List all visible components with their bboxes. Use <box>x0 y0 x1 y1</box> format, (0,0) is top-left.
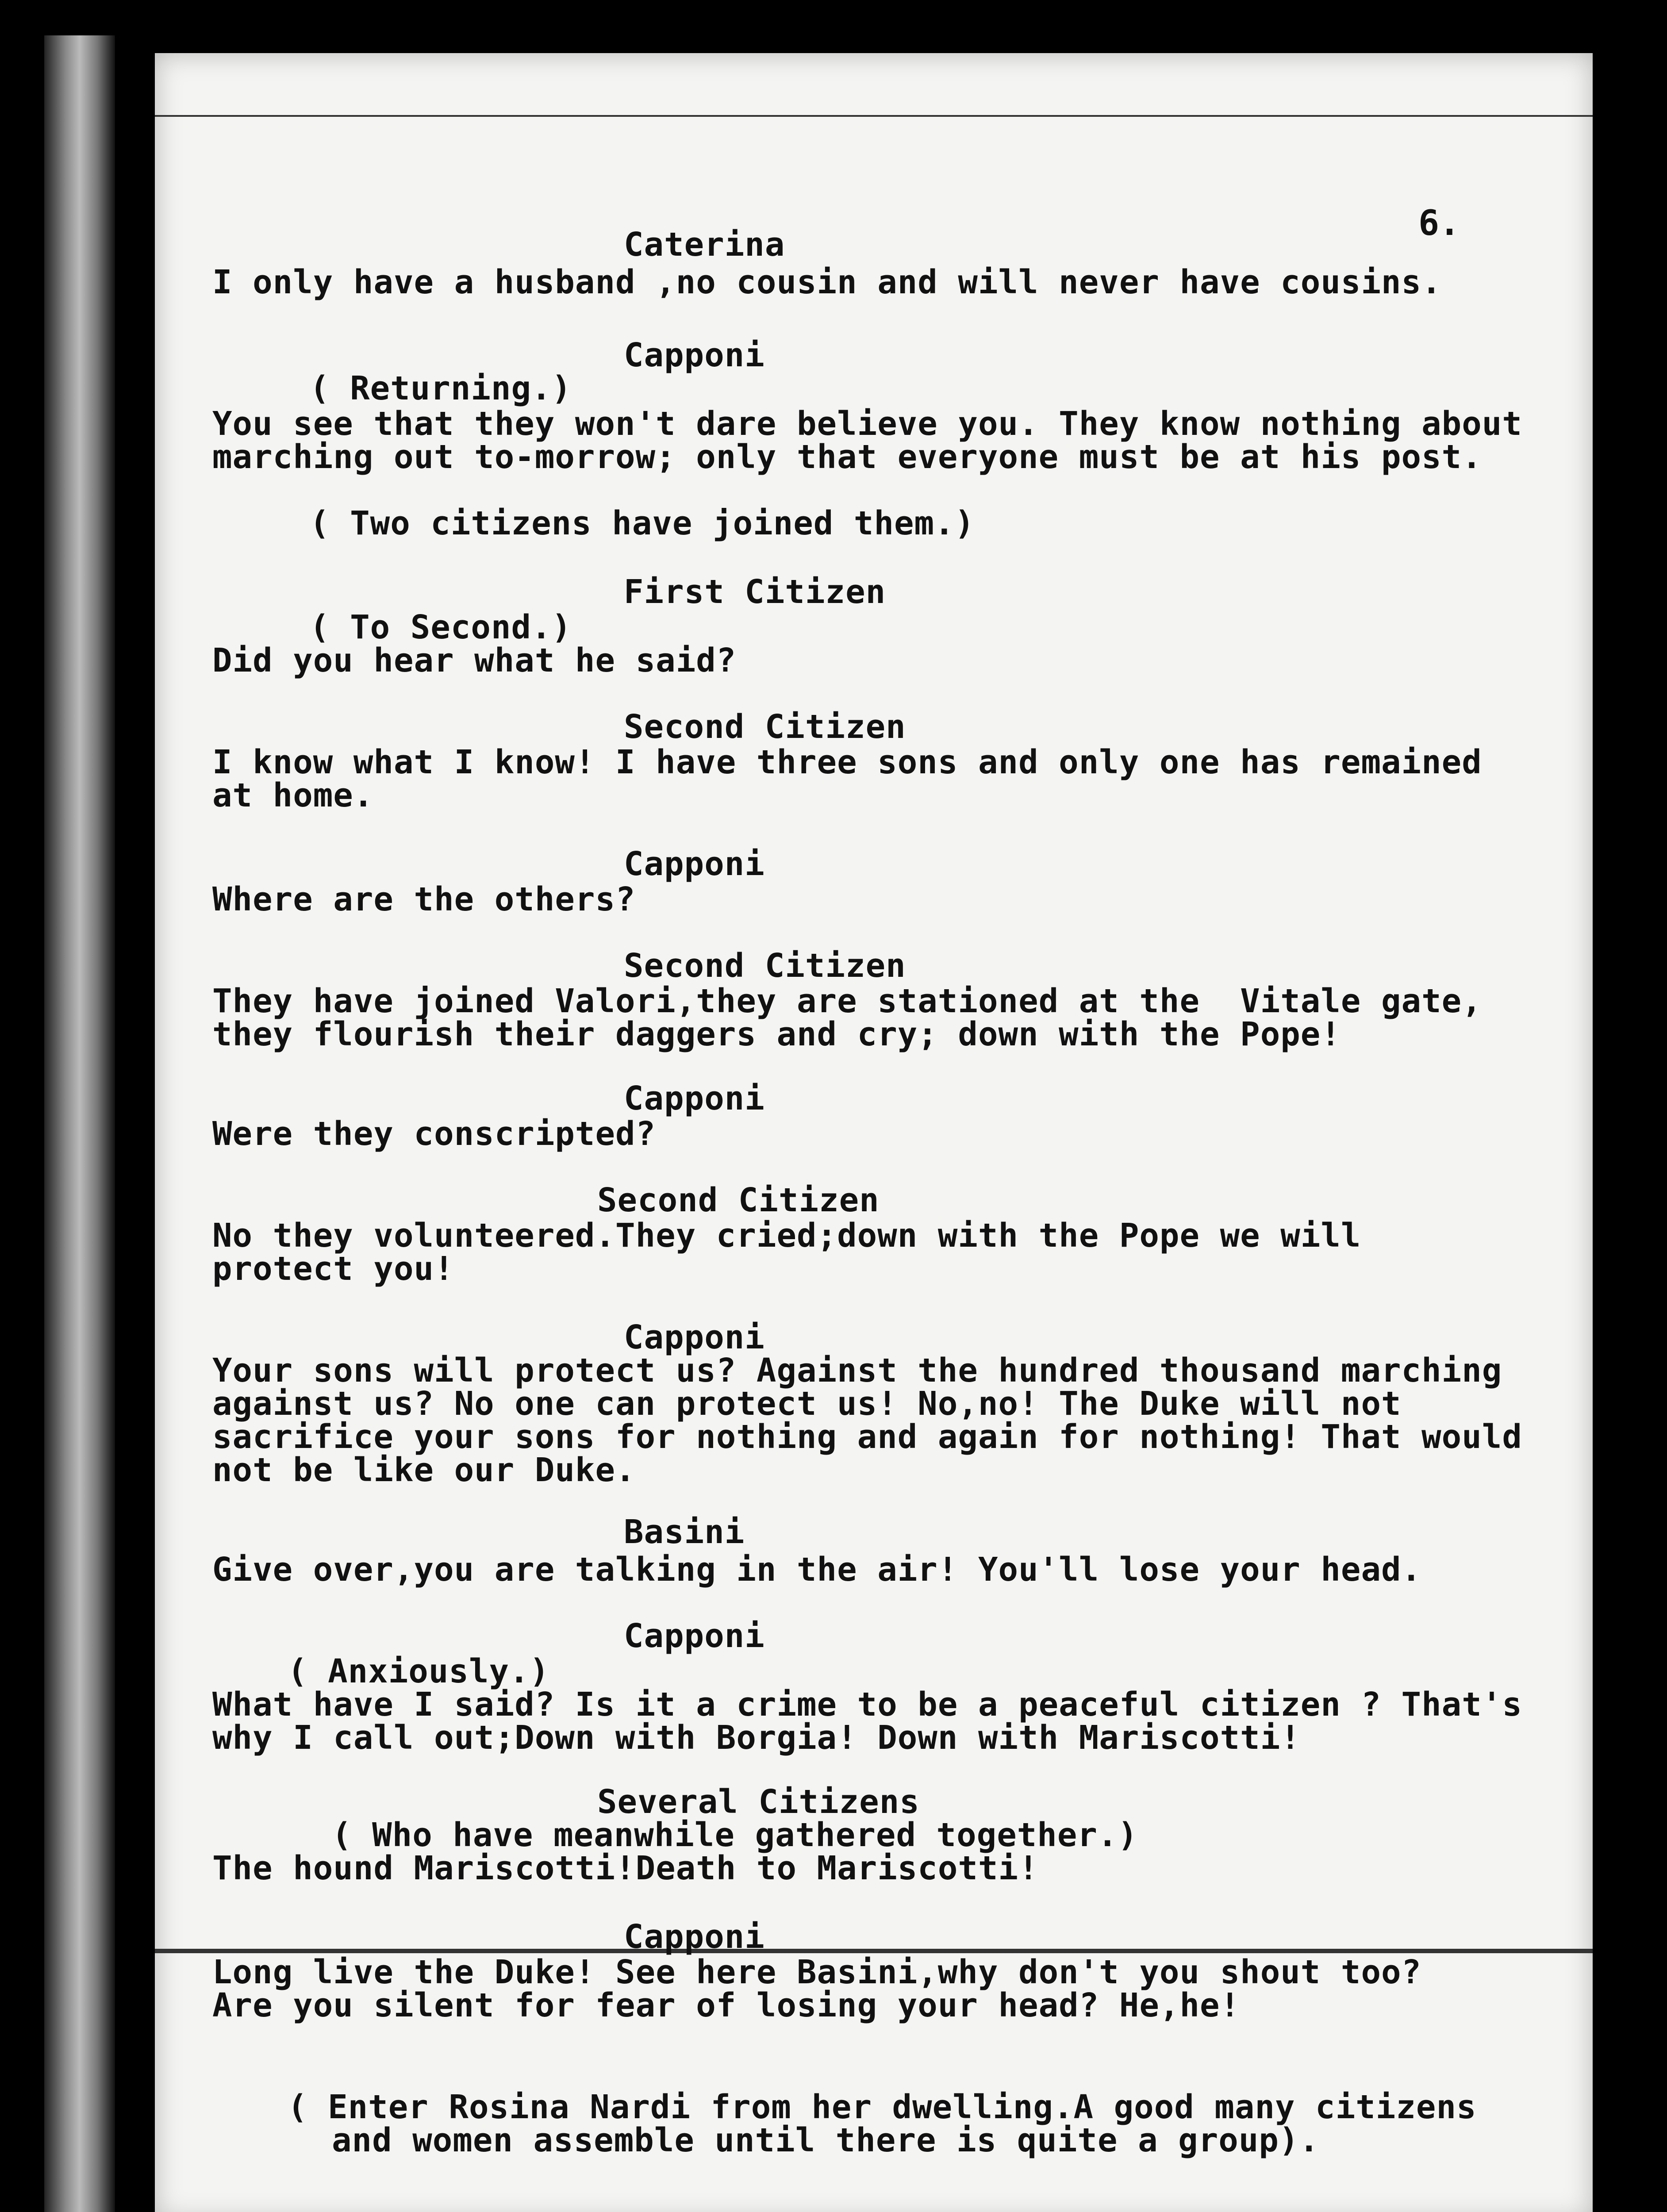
speaker-name: Caterina <box>624 226 785 264</box>
dialogue-line: they flourish their daggers and cry; down with the Pope! <box>212 1015 1341 1053</box>
dialogue-line: I know what I know! I have three sons and only one has remained <box>212 743 1482 781</box>
dialogue-line: No they volunteered.They cried;down with the Pope we will <box>212 1217 1361 1255</box>
dialogue-line: Your sons will protect us? Against the hundred thousand marching <box>212 1352 1502 1390</box>
stage-direction: ( Returning.) <box>310 369 572 407</box>
speaker-name: Capponi <box>624 336 765 374</box>
speaker-name: Several Citizens <box>597 1783 920 1821</box>
speaker-name: Capponi <box>624 1617 765 1655</box>
dialogue-line: You see that they won't dare believe you. They know nothing about <box>212 405 1522 443</box>
page-number: 6. <box>1418 204 1460 243</box>
speaker-name: First Citizen <box>624 573 886 611</box>
typescript-page <box>155 53 1593 2212</box>
dialogue-line: Are you silent for fear of losing your head? He,he! <box>212 1986 1241 2024</box>
dialogue-line: What have I said? Is it a crime to be a peaceful citizen ? That's <box>212 1686 1522 1724</box>
stage-direction: ( Enter Rosina Nardi from her dwelling.A good many citizens <box>288 2088 1477 2126</box>
speaker-name: Capponi <box>624 1318 765 1356</box>
speaker-name: Capponi <box>624 1079 765 1118</box>
page-fold-line <box>155 1949 1593 1953</box>
dialogue-line: sacrifice your sons for nothing and again for nothing! That would <box>212 1418 1522 1456</box>
page-top-edge <box>155 62 1593 117</box>
dialogue-line: not be like our Duke. <box>212 1451 636 1489</box>
speaker-name: Capponi <box>624 1918 765 1956</box>
speaker-name: Basini <box>624 1513 745 1551</box>
stage-direction: and women assemble until there is quite a group). <box>332 2121 1320 2159</box>
dialogue-line: why I call out;Down with Borgia! Down with Mariscotti! <box>212 1719 1301 1757</box>
dialogue-line: marching out to-morrow; only that everyone must be at his post. <box>212 438 1482 476</box>
stage-direction: ( To Second.) <box>310 608 572 646</box>
dialogue-line: Long live the Duke! See here Basini,why don't you shout too? <box>212 1953 1422 1991</box>
dialogue-line: Give over,you are talking in the air! You'll lose your head. <box>212 1551 1422 1589</box>
speaker-name: Capponi <box>624 845 765 883</box>
dialogue-line: protect you! <box>212 1250 454 1288</box>
dialogue-line: I only have a husband ,no cousin and will never have cousins. <box>212 263 1442 301</box>
dialogue-line: Were they conscripted? <box>212 1115 656 1153</box>
dialogue-line: against us? No one can protect us! No,no! The Duke will not <box>212 1385 1402 1423</box>
dialogue-line: They have joined Valori,they are stationed at the Vitale gate, <box>212 982 1482 1020</box>
dialogue-line: Did you hear what he said? <box>212 641 737 680</box>
speaker-name: Second Citizen <box>624 708 906 746</box>
stage-direction: ( Anxiously.) <box>288 1652 550 1690</box>
speaker-name: Second Citizen <box>624 947 906 985</box>
film-edge-strip <box>44 35 115 2212</box>
dialogue-line: The hound Mariscotti!Death to Mariscotti! <box>212 1849 1039 1887</box>
dialogue-line: at home. <box>212 776 374 814</box>
speaker-name: Second Citizen <box>597 1181 880 1219</box>
stage-direction: ( Who have meanwhile gathered together.) <box>332 1816 1138 1854</box>
stage-direction: ( Two citizens have joined them.) <box>310 504 975 542</box>
dialogue-line: Where are the others? <box>212 880 636 918</box>
